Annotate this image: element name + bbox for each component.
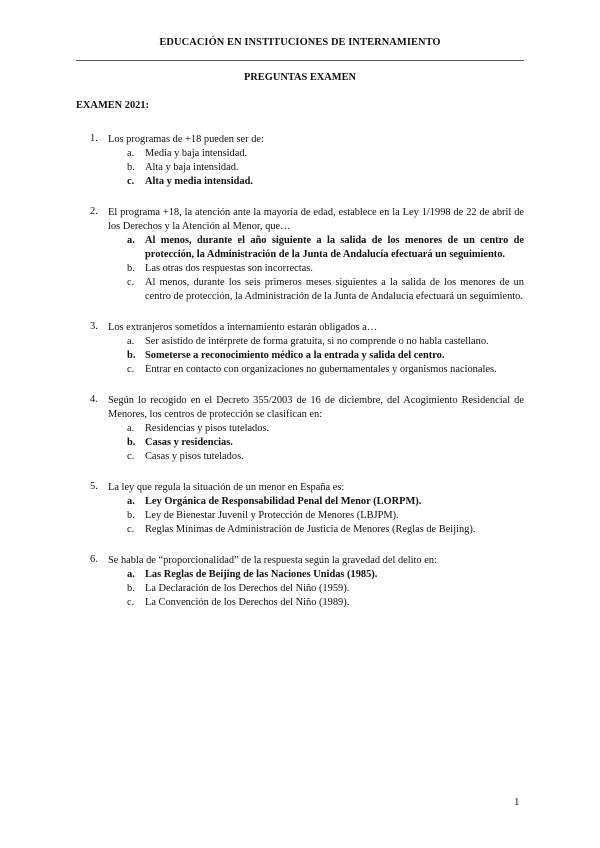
option-text: Media y baja intensidad. — [145, 148, 248, 159]
option-list — [127, 568, 524, 610]
option-text: Al menos, durante los seis primeros meses siguientes a la salida de los menores de un centro de protección, la Administración de la Junta de Andalucía efectuará un seguimiento. — [145, 277, 524, 302]
option — [127, 161, 524, 175]
option-letter: b. — [127, 437, 136, 448]
option-text: Alta y media intensidad. — [145, 176, 253, 187]
question-number: 2. — [90, 206, 98, 217]
option-text: Reglas Mínimas de Administración de Justicia de Menores (Reglas de Beijing). — [145, 524, 476, 535]
question-text: Los extranjeros sometidos a internamiento estarán obligados a… — [108, 322, 378, 333]
option-list — [127, 495, 524, 537]
option — [127, 234, 524, 262]
option — [127, 363, 524, 377]
option-letter: a. — [127, 336, 135, 347]
option-text: La Declaración de los Derechos del Niño (1959). — [145, 583, 350, 594]
question-text: La ley que regula la situación de un menor en España es: — [108, 482, 345, 493]
option-text: Someterse a reconocimiento médico a la entrada y salida del centro. — [145, 350, 445, 361]
option-letter: a. — [127, 148, 135, 159]
option-text: Las otras dos respuestas son incorrectas. — [145, 263, 313, 274]
option-list — [127, 335, 524, 377]
question — [90, 321, 524, 377]
option-text: Casas y pisos tutelados. — [145, 451, 244, 462]
question — [90, 481, 524, 537]
option — [127, 335, 524, 349]
question-list — [90, 133, 524, 627]
question-text: El programa +18, la atención ante la mayoría de edad, establece en la Ley 1/1998 de 22 de abril de los Derechos y la Atención al Menor, que… — [108, 207, 524, 232]
option — [127, 436, 524, 450]
question-number: 3. — [90, 321, 98, 332]
option-letter: a. — [127, 235, 135, 246]
option-text: Residencias y pisos tutelados. — [145, 423, 270, 434]
option-letter: a. — [127, 569, 135, 580]
option-letter: b. — [127, 510, 135, 521]
page-number: 1 — [514, 796, 520, 808]
question — [90, 133, 524, 189]
section-title: EXAMEN 2021: — [76, 100, 150, 111]
option-letter: c. — [127, 176, 135, 187]
option-text: Alta y baja intensidad. — [145, 162, 239, 173]
option-letter: a. — [127, 496, 135, 507]
option — [127, 175, 524, 189]
question — [90, 554, 524, 610]
option-list — [127, 147, 524, 189]
option-letter: b. — [127, 583, 135, 594]
option — [127, 523, 524, 537]
question-text: Se habla de “proporcionalidad” de la respuesta según la gravedad del delito en: — [108, 555, 437, 566]
option — [127, 495, 524, 509]
document-header: EDUCACIÓN EN INSTITUCIONES DE INTERNAMIENTO — [159, 37, 441, 48]
option-letter: c. — [127, 524, 135, 535]
option — [127, 568, 524, 582]
option — [127, 509, 524, 523]
option-text: Ley Orgánica de Responsabilidad Penal del Menor (LORPM). — [145, 496, 422, 507]
option-text: Al menos, durante el año siguiente a la salida de los menores de un centro de protección, la Administración de la Junta de Andalucía efectuará un seguimiento. — [145, 235, 524, 260]
option-text: Las Reglas de Beijing de las Naciones Unidas (1985). — [145, 569, 378, 580]
option-letter: a. — [127, 423, 135, 434]
option-letter: c. — [127, 597, 135, 608]
question — [90, 394, 524, 464]
option-letter: c. — [127, 451, 135, 462]
question-number: 5. — [90, 481, 98, 492]
question-text: Los programas de +18 pueden ser de: — [108, 134, 264, 145]
question-number: 1. — [90, 133, 98, 144]
option-list — [127, 234, 524, 304]
question-number: 6. — [90, 554, 98, 565]
question-text: Según lo recogido en el Decreto 355/2003 de 16 de diciembre, del Acogimiento Residencial de Menores, los centros de protección se clasifican en: — [108, 395, 524, 420]
option — [127, 147, 524, 161]
page-subtitle: PREGUNTAS EXAMEN — [243, 72, 357, 83]
option-text: Ser asistido de intérprete de forma gratuita, si no comprende o no habla castellano. — [145, 336, 489, 347]
option-letter: c. — [127, 364, 135, 375]
option — [127, 422, 524, 436]
option-letter: c. — [127, 277, 135, 288]
option-list — [127, 422, 524, 464]
option — [127, 349, 524, 363]
option-text: Casas y residencias. — [145, 437, 233, 448]
option — [127, 596, 524, 610]
option-text: Ley de Bienestar Juvenil y Protección de Menores (LBJPM). — [145, 510, 399, 521]
option-text: Entrar en contacto con organizaciones no gubernamentales y organismos nacionales. — [145, 364, 497, 375]
question — [90, 206, 524, 304]
question-number: 4. — [90, 394, 98, 405]
option-letter: b. — [127, 263, 135, 274]
header-rule — [76, 60, 524, 61]
option — [127, 450, 524, 464]
option — [127, 582, 524, 596]
option-text: La Convención de los Derechos del Niño (1989). — [145, 597, 350, 608]
option-letter: b. — [127, 162, 135, 173]
option — [127, 262, 524, 276]
option — [127, 276, 524, 304]
option-letter: b. — [127, 350, 136, 361]
